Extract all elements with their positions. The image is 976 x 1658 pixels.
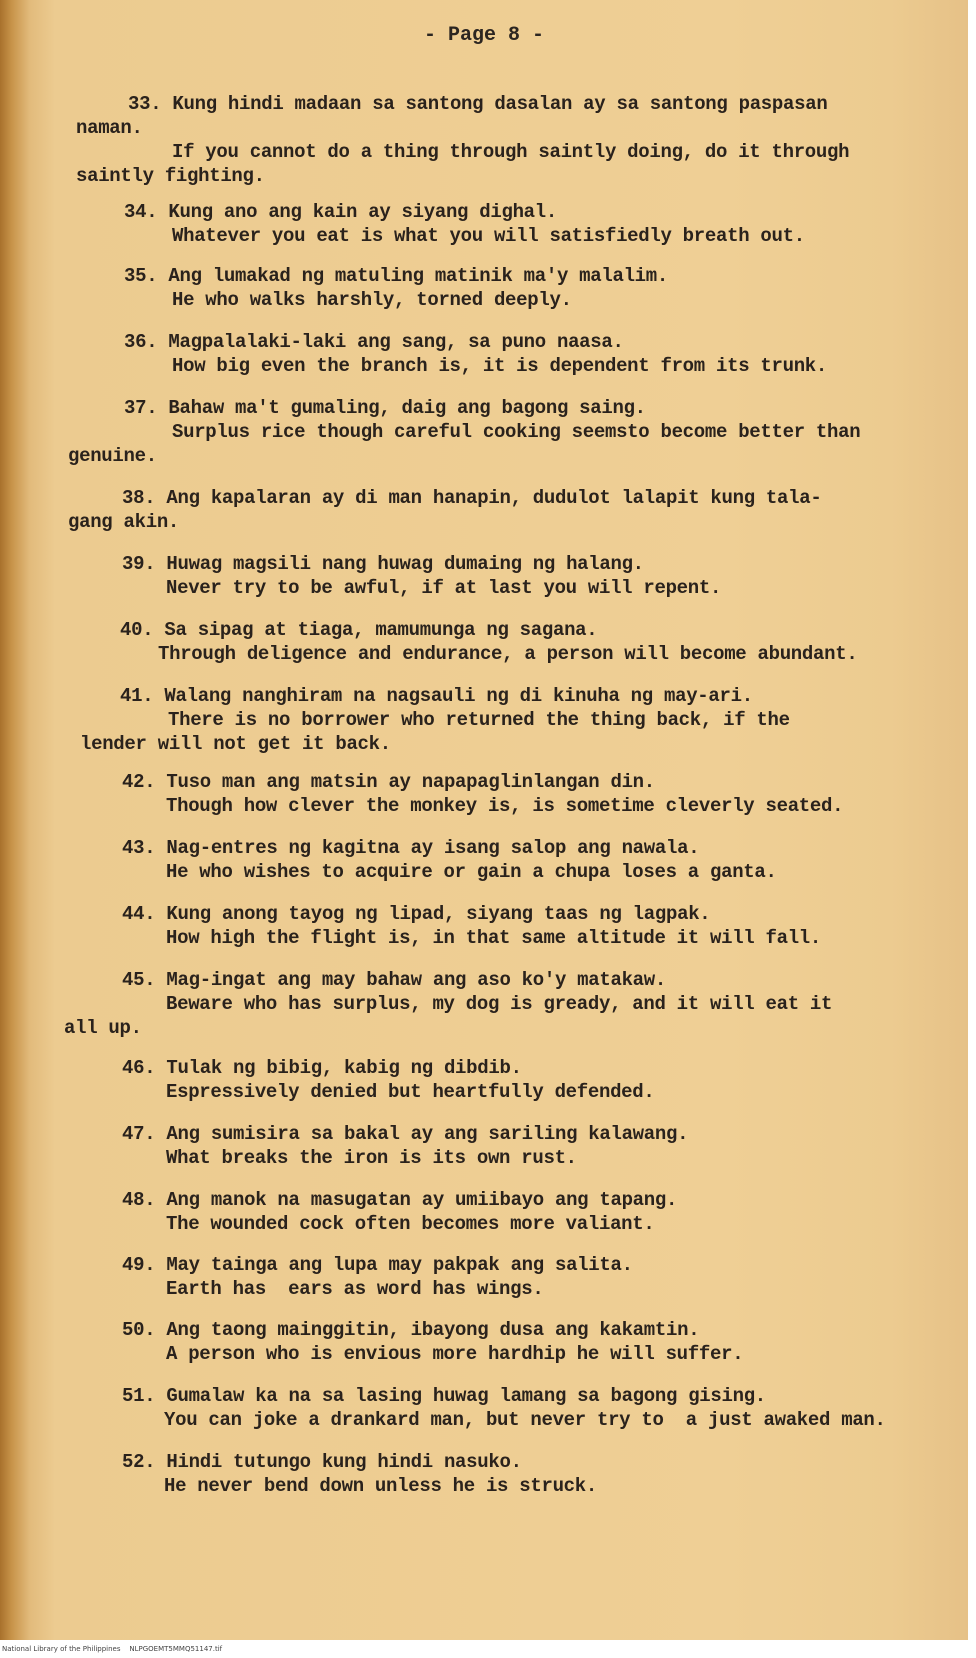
proverb-text-line: A person who is envious more hardhip he will suffer. — [166, 1343, 744, 1365]
proverb-text-line: Earth has ears as word has wings. — [166, 1278, 544, 1300]
proverb-45 — [0, 968, 968, 1040]
proverb-text-line: What breaks the iron is its own rust. — [166, 1147, 577, 1169]
proverb-text-line: You can joke a drankard man, but never try to a just awaked man. — [164, 1409, 886, 1431]
proverb-49 — [0, 1253, 968, 1301]
proverb-43 — [0, 836, 968, 884]
proverb-34 — [0, 200, 968, 248]
proverb-text-line: all up. — [64, 1017, 142, 1039]
proverb-text-line: There is no borrower who returned the thing back, if the — [168, 709, 790, 731]
proverb-text-line: Espressively denied but heartfully defended. — [166, 1081, 655, 1103]
proverb-36 — [0, 330, 968, 378]
proverb-41 — [0, 684, 968, 756]
proverb-47 — [0, 1122, 968, 1170]
proverb-text-line: The wounded cock often becomes more valiant. — [166, 1213, 655, 1235]
proverb-33 — [0, 92, 968, 188]
proverb-46 — [0, 1056, 968, 1104]
proverb-44 — [0, 902, 968, 950]
proverb-tagalog-line: 34. Kung ano ang kain ay siyang dighal. — [124, 201, 557, 223]
proverb-42 — [0, 770, 968, 818]
proverb-tagalog-line: 37. Bahaw ma't gumaling, daig ang bagong saing. — [124, 397, 646, 419]
proverb-text-line: Though how clever the monkey is, is sometime cleverly seated. — [166, 795, 844, 817]
proverb-text-line: gang akin. — [68, 511, 180, 533]
proverb-tagalog-line: 49. May tainga ang lupa may pakpak ang salita. — [122, 1254, 633, 1276]
proverb-tagalog-line: 47. Ang sumisira sa bakal ay ang sariling kalawang. — [122, 1123, 689, 1145]
proverb-text-line: How high the flight is, in that same altitude it will fall. — [166, 927, 822, 949]
proverb-text-line: genuine. — [68, 445, 157, 467]
proverb-tagalog-line: 50. Ang taong mainggitin, ibayong dusa ang kakamtin. — [122, 1319, 700, 1341]
proverb-text-line: If you cannot do a thing through saintly doing, do it through — [172, 141, 850, 163]
proverb-text-line: Beware who has surplus, my dog is gready, and it will eat it — [166, 993, 833, 1015]
proverb-tagalog-line: 44. Kung anong tayog ng lipad, siyang taas ng lagpak. — [122, 903, 711, 925]
proverb-tagalog-line: 42. Tuso man ang matsin ay napapaglinlangan din. — [122, 771, 655, 793]
proverb-text-line: He never bend down unless he is struck. — [164, 1475, 597, 1497]
proverb-text-line: He who wishes to acquire or gain a chupa loses a ganta. — [166, 861, 777, 883]
proverb-tagalog-line: 40. Sa sipag at tiaga, mamumunga ng sagana. — [120, 619, 598, 641]
proverb-tagalog-line: 39. Huwag magsili nang huwag dumaing ng halang. — [122, 553, 644, 575]
proverb-40 — [0, 618, 968, 666]
proverb-52 — [0, 1450, 968, 1498]
proverb-text-line: lender will not get it back. — [80, 733, 391, 755]
proverb-tagalog-line: 51. Gumalaw ka na sa lasing huwag lamang sa bagong gising. — [122, 1385, 766, 1407]
proverb-text-line: Whatever you eat is what you will satisfiedly breath out. — [172, 225, 805, 247]
proverb-48 — [0, 1188, 968, 1236]
proverb-text-line: How big even the branch is, it is dependent from its trunk. — [172, 355, 828, 377]
proverb-tagalog-line: 48. Ang manok na masugatan ay umiibayo ang tapang. — [122, 1189, 678, 1211]
proverb-text-line: He who walks harshly, torned deeply. — [172, 289, 572, 311]
archive-footer: National Library of the Philippines NLPGOEMT5MMQ51147.tif — [0, 1641, 976, 1658]
proverb-text-line: Through deligence and endurance, a person will become abundant. — [158, 643, 858, 665]
proverb-text-line: saintly fighting. — [76, 165, 265, 187]
page-number: - Page 8 - — [423, 24, 545, 47]
proverb-tagalog-line: 41. Walang nanghiram na nagsauli ng di kinuha ng may-ari. — [120, 685, 753, 707]
proverb-35 — [0, 264, 968, 312]
proverb-tagalog-line: 52. Hindi tutungo kung hindi nasuko. — [122, 1451, 522, 1473]
proverb-tagalog-line: 46. Tulak ng bibig, kabig ng dibdib. — [122, 1057, 522, 1079]
proverb-tagalog-line: 45. Mag-ingat ang may bahaw ang aso ko'y matakaw. — [122, 969, 666, 991]
proverb-37 — [0, 396, 968, 468]
proverb-text-line: Never try to be awful, if at last you will repent. — [166, 577, 722, 599]
proverb-tagalog-line: 33. Kung hindi madaan sa santong dasalan ay sa santong paspasan — [128, 93, 828, 115]
proverb-text-line: Surplus rice though careful cooking seemsto become better than — [172, 421, 861, 443]
proverb-51 — [0, 1384, 968, 1432]
proverb-text-line: naman. — [76, 117, 143, 139]
proverb-39 — [0, 552, 968, 600]
proverb-tagalog-line: 36. Magpalalaki-laki ang sang, sa puno naasa. — [124, 331, 624, 353]
proverb-tagalog-line: 35. Ang lumakad ng matuling matinik ma'y malalim. — [124, 265, 668, 287]
proverb-tagalog-line: 38. Ang kapalaran ay di man hanapin, dudulot lalapit kung tala- — [122, 487, 822, 509]
proverb-50 — [0, 1318, 968, 1366]
proverb-38 — [0, 486, 968, 534]
proverb-tagalog-line: 43. Nag-entres ng kagitna ay isang salop ang nawala. — [122, 837, 700, 859]
